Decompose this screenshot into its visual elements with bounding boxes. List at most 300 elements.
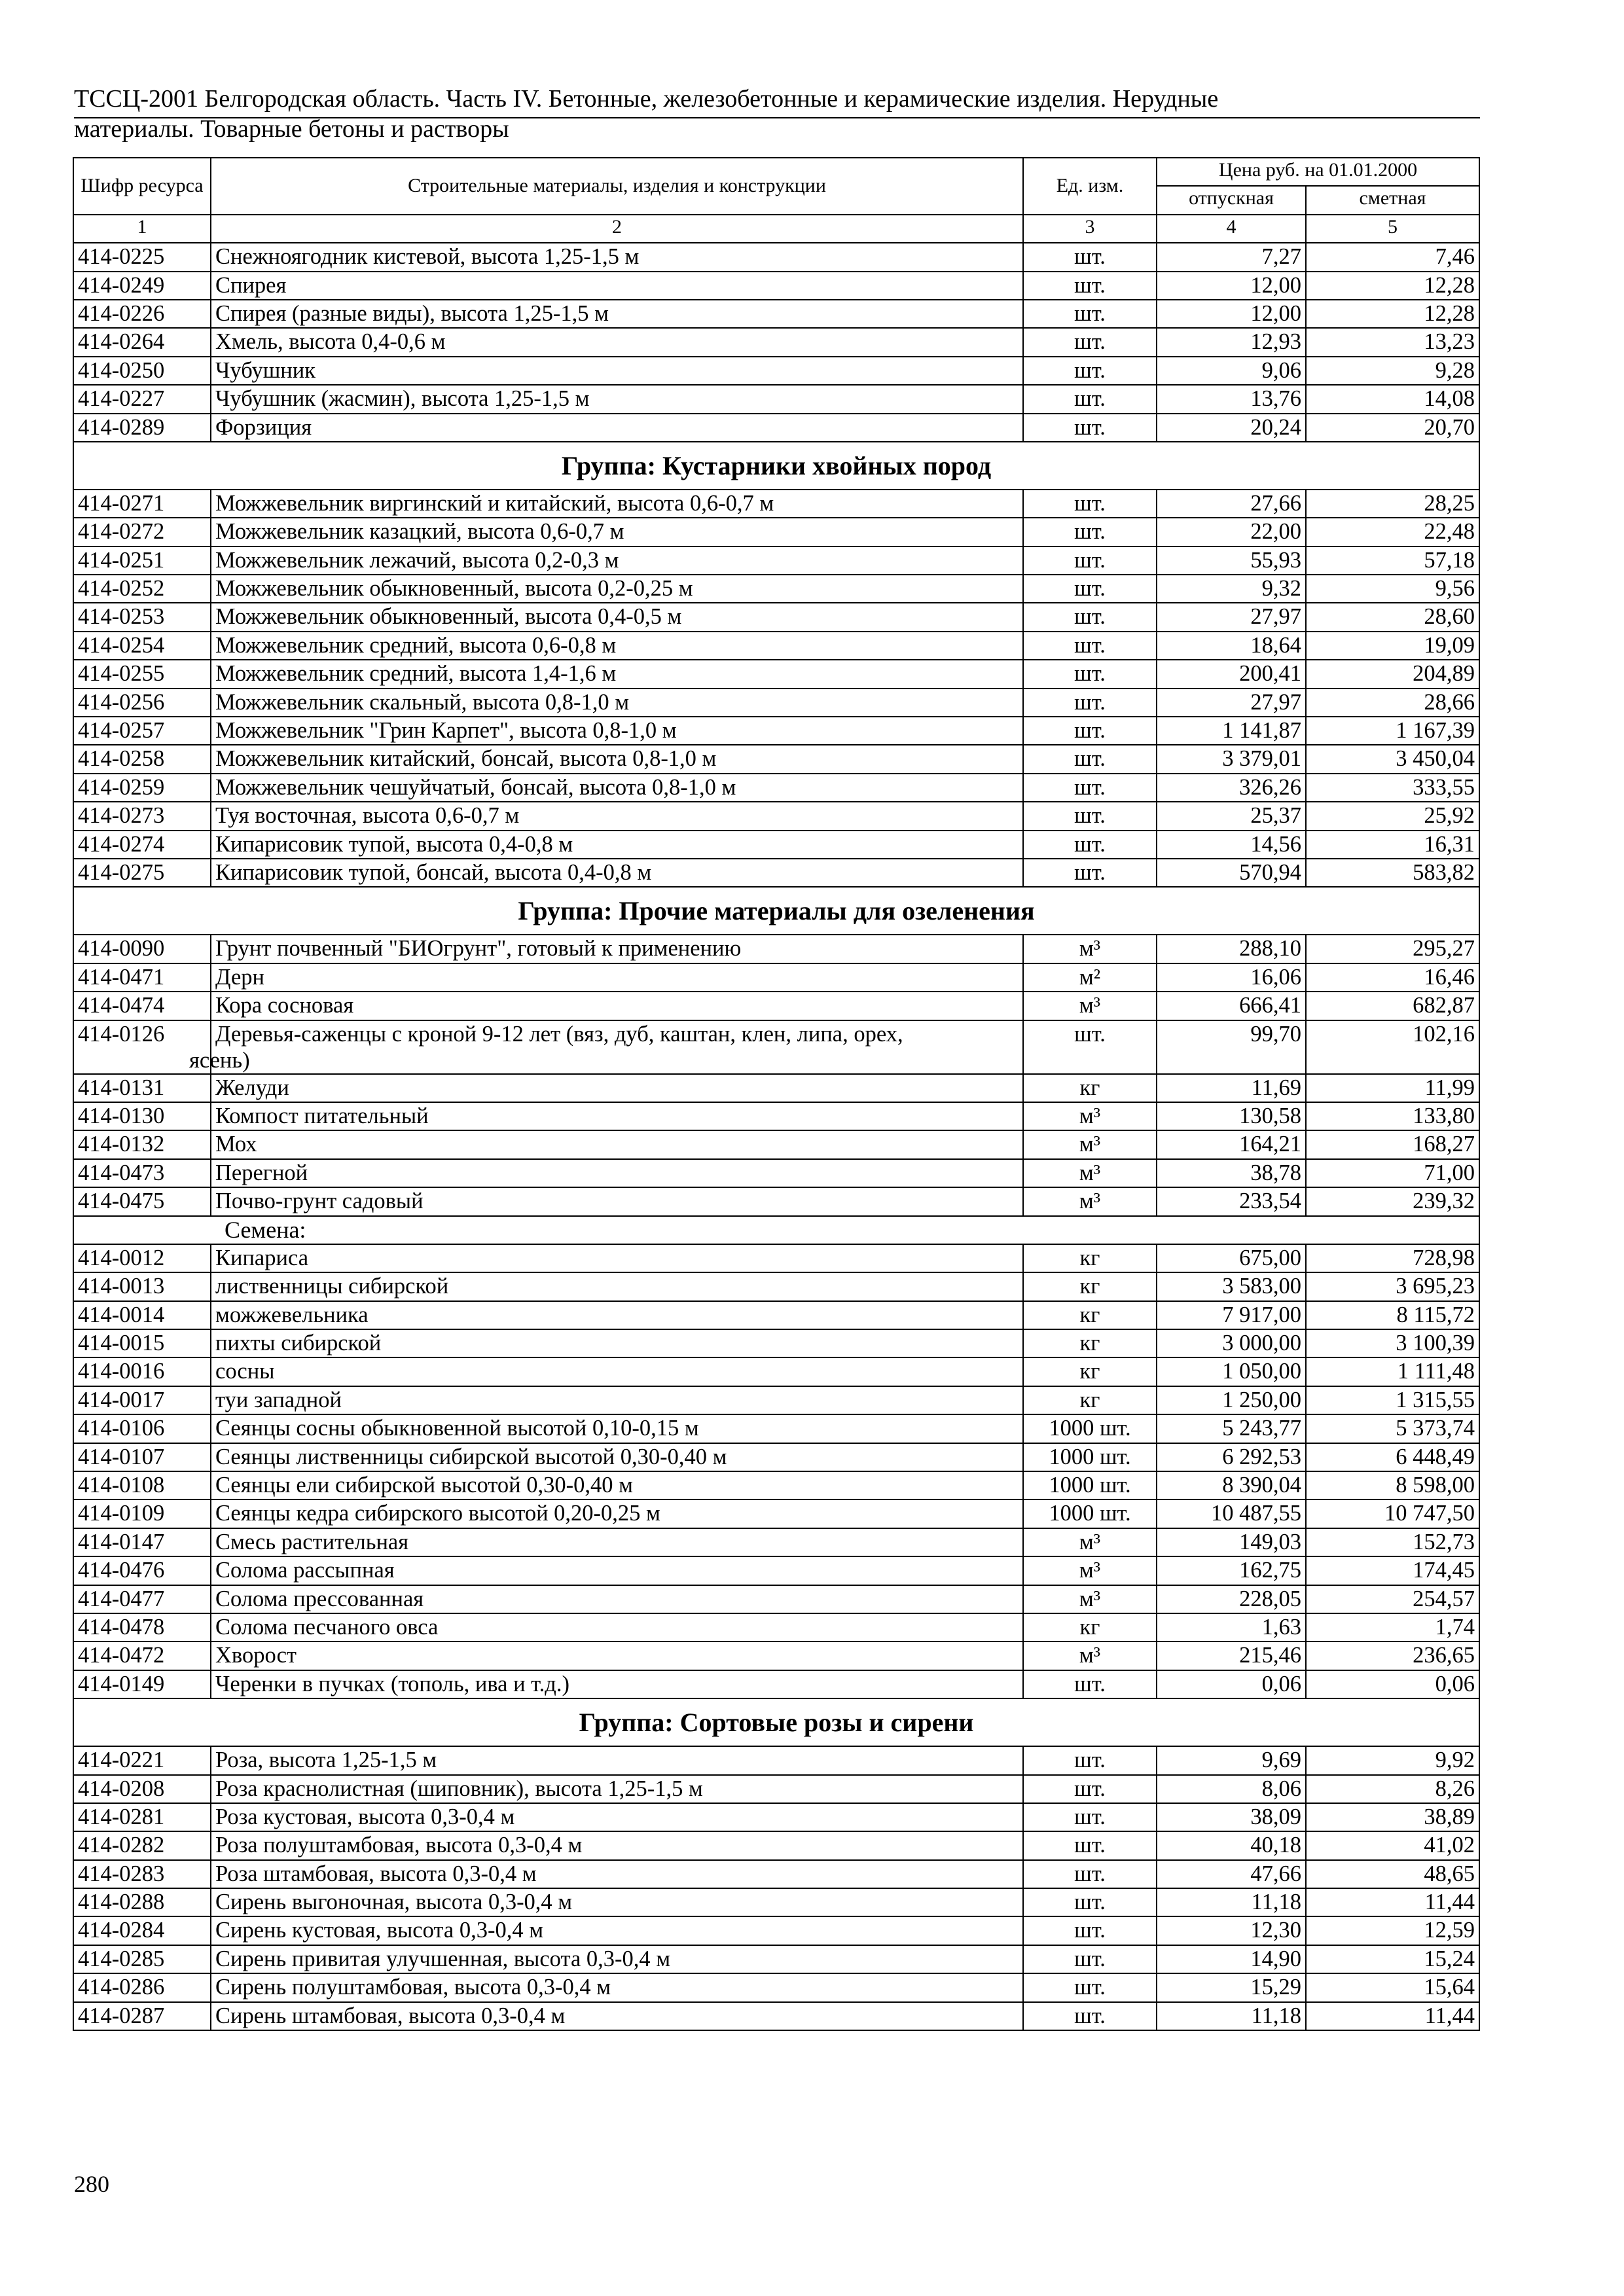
table-row (73, 1585, 1479, 1613)
col-number-1: 1 (73, 215, 211, 243)
table-row (73, 547, 1479, 575)
resource-unit: м³ (1023, 1641, 1157, 1670)
resource-code: 414-0090 (73, 935, 211, 963)
release-price: 3 379,01 (1157, 745, 1306, 773)
table-row (73, 490, 1479, 518)
resource-unit: шт. (1023, 831, 1157, 859)
table-row (73, 802, 1479, 830)
resource-unit: шт. (1023, 2002, 1157, 2030)
release-price: 3 583,00 (1157, 1272, 1306, 1300)
estimate-price: 10 747,50 (1306, 1499, 1479, 1528)
resource-name: Можжевельник обыкновенный, высота 0,2-0,25 м (211, 575, 1023, 603)
resource-name: Роза, высота 1,25-1,5 м (211, 1746, 1023, 1774)
estimate-price: 168,27 (1306, 1130, 1479, 1158)
table-row (73, 1860, 1479, 1888)
table-row (73, 243, 1479, 271)
release-price: 6 292,53 (1157, 1443, 1306, 1471)
release-price: 40,18 (1157, 1831, 1306, 1859)
estimate-price: 25,92 (1306, 802, 1479, 830)
resource-unit: шт. (1023, 632, 1157, 660)
resource-code: 414-0474 (73, 992, 211, 1020)
resource-unit: шт. (1023, 547, 1157, 575)
resource-name: Сирень кустовая, высота 0,3-0,4 м (211, 1916, 1023, 1945)
estimate-price: 28,66 (1306, 689, 1479, 717)
table-row (73, 1803, 1479, 1831)
resource-name: Кипарисовик тупой, высота 0,4-0,8 м (211, 831, 1023, 859)
estimate-price: 3 695,23 (1306, 1272, 1479, 1300)
release-price: 27,97 (1157, 603, 1306, 631)
resource-code: 414-0285 (73, 1945, 211, 1973)
estimate-price: 9,92 (1306, 1746, 1479, 1774)
table-row (73, 717, 1479, 745)
resource-unit: м³ (1023, 1187, 1157, 1215)
resource-code: 414-0284 (73, 1916, 211, 1945)
resource-unit: 1000 шт. (1023, 1499, 1157, 1528)
resource-unit: шт. (1023, 689, 1157, 717)
release-price: 666,41 (1157, 992, 1306, 1020)
header-line-1: ТССЦ-2001 Белгородская область. Часть IV. Бетонные, железобетонные и керамические изделия. Нерудные (74, 85, 1219, 113)
release-price: 10 487,55 (1157, 1499, 1306, 1528)
release-price: 0,06 (1157, 1670, 1306, 1698)
table-row (73, 1020, 1479, 1074)
resource-unit: м³ (1023, 1130, 1157, 1158)
resource-code: 414-0477 (73, 1585, 211, 1613)
table-row (73, 328, 1479, 356)
release-price: 570,94 (1157, 859, 1306, 887)
resource-name: Роза краснолистная (шиповник), высота 1,25-1,5 м (211, 1775, 1023, 1803)
resource-code: 414-0250 (73, 357, 211, 385)
estimate-price: 48,65 (1306, 1860, 1479, 1888)
table-row (73, 1443, 1479, 1471)
estimate-price: 152,73 (1306, 1528, 1479, 1556)
release-price: 228,05 (1157, 1585, 1306, 1613)
release-price: 130,58 (1157, 1102, 1306, 1130)
table-row (73, 1471, 1479, 1499)
resource-name: Грунт почвенный "БИОгрунт", готовый к применению (211, 935, 1023, 963)
table-row (73, 1102, 1479, 1130)
table-row (73, 632, 1479, 660)
release-price: 1 141,87 (1157, 717, 1306, 745)
resource-unit: шт. (1023, 414, 1157, 442)
table-row (73, 1386, 1479, 1414)
release-price: 8,06 (1157, 1775, 1306, 1803)
group-row (73, 1698, 1479, 1746)
col-price-header: Цена руб. на 01.01.2000 (1157, 158, 1479, 186)
estimate-price: 8,26 (1306, 1775, 1479, 1803)
resource-unit: кг (1023, 1272, 1157, 1300)
estimate-price: 9,56 (1306, 575, 1479, 603)
col-number-4: 4 (1157, 215, 1306, 243)
estimate-price: 174,45 (1306, 1556, 1479, 1585)
resource-unit: кг (1023, 1386, 1157, 1414)
table-row (73, 385, 1479, 413)
col-number-2: 2 (211, 215, 1023, 243)
estimate-price: 1 167,39 (1306, 717, 1479, 745)
resource-name-line-2: ясень) (189, 1047, 250, 1073)
estimate-price: 254,57 (1306, 1585, 1479, 1613)
estimate-price: 236,65 (1306, 1641, 1479, 1670)
resource-unit: кг (1023, 1357, 1157, 1386)
resource-unit: шт. (1023, 575, 1157, 603)
resource-code: 414-0264 (73, 328, 211, 356)
release-price: 9,32 (1157, 575, 1306, 603)
resource-code: 414-0130 (73, 1102, 211, 1130)
table-row (73, 963, 1479, 992)
resource-name: пихты сибирской (211, 1329, 1023, 1357)
table-row (73, 859, 1479, 887)
estimate-price: 28,25 (1306, 490, 1479, 518)
resource-name-line-1: Деревья-саженцы с кроной 9-12 лет (вяз, дуб, каштан, клен, липа, орех, (215, 1021, 903, 1047)
col-release-header: отпускная (1157, 186, 1306, 214)
table-row (73, 2002, 1479, 2030)
table-row (73, 1641, 1479, 1670)
table-row (73, 300, 1479, 328)
resource-code: 414-0282 (73, 1831, 211, 1859)
release-price: 15,29 (1157, 1973, 1306, 2001)
estimate-price: 28,60 (1306, 603, 1479, 631)
release-price: 12,00 (1157, 272, 1306, 300)
table-row (73, 1357, 1479, 1386)
estimate-price: 11,44 (1306, 2002, 1479, 2030)
estimate-price: 57,18 (1306, 547, 1479, 575)
resource-name: Сеянцы ели сибирской высотой 0,30-0,40 м (211, 1471, 1023, 1499)
resource-unit: шт. (1023, 1888, 1157, 1916)
resource-unit: шт. (1023, 1973, 1157, 2001)
resource-code: 414-0255 (73, 660, 211, 688)
release-price: 7 917,00 (1157, 1301, 1306, 1329)
release-price: 1,63 (1157, 1613, 1306, 1641)
release-price: 12,30 (1157, 1916, 1306, 1945)
resource-code: 414-0107 (73, 1443, 211, 1471)
resource-code: 414-0015 (73, 1329, 211, 1357)
release-price: 14,56 (1157, 831, 1306, 859)
estimate-price: 16,31 (1306, 831, 1479, 859)
estimate-price: 38,89 (1306, 1803, 1479, 1831)
resource-code: 414-0147 (73, 1528, 211, 1556)
resource-name: Спирея (разные виды), высота 1,25-1,5 м (211, 300, 1023, 328)
estimate-price: 20,70 (1306, 414, 1479, 442)
resource-code: 414-0471 (73, 963, 211, 992)
resource-name: Сеянцы лиственницы сибирской высотой 0,30-0,40 м (211, 1443, 1023, 1471)
resource-code: 414-0221 (73, 1746, 211, 1774)
table-row (73, 1746, 1479, 1774)
resource-code: 414-0475 (73, 1187, 211, 1215)
release-price: 1 250,00 (1157, 1386, 1306, 1414)
estimate-price: 9,28 (1306, 357, 1479, 385)
resource-unit: кг (1023, 1613, 1157, 1641)
header-line-2: материалы. Товарные бетоны и растворы (74, 115, 509, 143)
table-row (73, 1528, 1479, 1556)
resource-code: 414-0288 (73, 1888, 211, 1916)
resource-unit: шт. (1023, 1945, 1157, 1973)
table-row (73, 1613, 1479, 1641)
resource-code: 414-0257 (73, 717, 211, 745)
table-row (73, 1074, 1479, 1102)
table-row (73, 774, 1479, 802)
table-row (73, 1130, 1479, 1158)
resource-name: сосны (211, 1357, 1023, 1386)
resource-name: Можжевельник казацкий, высота 0,6-0,7 м (211, 518, 1023, 546)
estimate-price: 22,48 (1306, 518, 1479, 546)
table-body (73, 243, 1479, 2030)
release-price: 11,69 (1157, 1074, 1306, 1102)
release-price: 16,06 (1157, 963, 1306, 992)
resource-unit: м³ (1023, 935, 1157, 963)
resource-code: 414-0251 (73, 547, 211, 575)
resource-name: Можжевельник "Грин Карпет", высота 0,8-1,0 м (211, 717, 1023, 745)
estimate-price: 102,16 (1306, 1020, 1479, 1074)
group-title-conifers: Группа: Кустарники хвойных пород (73, 442, 1479, 490)
estimate-price: 0,06 (1306, 1670, 1479, 1698)
resource-name: Чубушник (жасмин), высота 1,25-1,5 м (211, 385, 1023, 413)
group-title-other-materials: Группа: Прочие материалы для озеленения (73, 887, 1479, 935)
resource-unit: кг (1023, 1329, 1157, 1357)
release-price: 38,78 (1157, 1159, 1306, 1187)
resource-code: 414-0226 (73, 300, 211, 328)
resource-name: Туя восточная, высота 0,6-0,7 м (211, 802, 1023, 830)
resource-code: 414-0252 (73, 575, 211, 603)
estimate-price: 12,28 (1306, 300, 1479, 328)
resource-code: 414-0225 (73, 243, 211, 271)
table-row (73, 992, 1479, 1020)
resource-unit: шт. (1023, 1775, 1157, 1803)
resource-unit: шт. (1023, 357, 1157, 385)
resource-unit: шт. (1023, 1860, 1157, 1888)
price-table (73, 157, 1480, 2031)
resource-name: Можжевельник лежачий, высота 0,2-0,3 м (211, 547, 1023, 575)
resource-code: 414-0106 (73, 1414, 211, 1443)
release-price: 47,66 (1157, 1860, 1306, 1888)
release-price: 13,76 (1157, 385, 1306, 413)
release-price: 8 390,04 (1157, 1471, 1306, 1499)
resource-code: 414-0227 (73, 385, 211, 413)
resource-name: Смесь растительная (211, 1528, 1023, 1556)
table-row (73, 1244, 1479, 1272)
subgroup-row (73, 1216, 1479, 1244)
resource-code: 414-0273 (73, 802, 211, 830)
release-price: 99,70 (1157, 1020, 1306, 1074)
resource-unit: м³ (1023, 1102, 1157, 1130)
resource-name: Желуди (211, 1074, 1023, 1102)
resource-unit: шт. (1023, 1670, 1157, 1698)
resource-name: туи западной (211, 1386, 1023, 1414)
resource-name: Форзиция (211, 414, 1023, 442)
release-price: 9,69 (1157, 1746, 1306, 1774)
resource-code: 414-0256 (73, 689, 211, 717)
table-row (73, 357, 1479, 385)
resource-name: Хворост (211, 1641, 1023, 1670)
resource-unit: шт. (1023, 802, 1157, 830)
resource-name: Можжевельник скальный, высота 0,8-1,0 м (211, 689, 1023, 717)
estimate-price: 239,32 (1306, 1187, 1479, 1215)
table-row (73, 575, 1479, 603)
release-price: 326,26 (1157, 774, 1306, 802)
resource-code: 414-0274 (73, 831, 211, 859)
estimate-price: 3 100,39 (1306, 1329, 1479, 1357)
table-row (73, 1187, 1479, 1215)
resource-name: Солома прессованная (211, 1585, 1023, 1613)
resource-code: 414-0286 (73, 1973, 211, 2001)
group-row (73, 887, 1479, 935)
release-price: 215,46 (1157, 1641, 1306, 1670)
table-row (73, 1831, 1479, 1859)
release-price: 5 243,77 (1157, 1414, 1306, 1443)
resource-unit: м³ (1023, 1528, 1157, 1556)
table-row (73, 1945, 1479, 1973)
col-unit-header: Ед. изм. (1023, 158, 1157, 215)
release-price: 38,09 (1157, 1803, 1306, 1831)
col-code-header: Шифр ресурса (73, 158, 211, 215)
resource-code: 414-0149 (73, 1670, 211, 1698)
table-row (73, 745, 1479, 773)
resource-unit: шт. (1023, 603, 1157, 631)
resource-code: 414-0014 (73, 1301, 211, 1329)
release-price: 14,90 (1157, 1945, 1306, 1973)
estimate-price: 682,87 (1306, 992, 1479, 1020)
resource-name: Снежноягодник кистевой, высота 1,25-1,5 м (211, 243, 1023, 271)
table-row (73, 1916, 1479, 1945)
release-price: 22,00 (1157, 518, 1306, 546)
resource-code: 414-0478 (73, 1613, 211, 1641)
resource-unit: шт. (1023, 717, 1157, 745)
table-row (73, 1414, 1479, 1443)
release-price: 162,75 (1157, 1556, 1306, 1585)
estimate-price: 1,74 (1306, 1613, 1479, 1641)
table-row (73, 1973, 1479, 2001)
release-price: 12,93 (1157, 328, 1306, 356)
resource-code: 414-0272 (73, 518, 211, 546)
col-number-3: 3 (1023, 215, 1157, 243)
resource-name: Роза кустовая, высота 0,3-0,4 м (211, 1803, 1023, 1831)
resource-name: Компост питательный (211, 1102, 1023, 1130)
resource-unit: м³ (1023, 1556, 1157, 1585)
resource-code: 414-0254 (73, 632, 211, 660)
release-price: 9,06 (1157, 357, 1306, 385)
release-price: 288,10 (1157, 935, 1306, 963)
resource-name: Сеянцы кедра сибирского высотой 0,20-0,25 м (211, 1499, 1023, 1528)
resource-unit: шт. (1023, 745, 1157, 773)
table-row (73, 1499, 1479, 1528)
resource-unit: шт. (1023, 1803, 1157, 1831)
resource-code: 414-0253 (73, 603, 211, 631)
table-row (73, 1159, 1479, 1187)
resource-unit: шт. (1023, 1831, 1157, 1859)
resource-unit: шт. (1023, 660, 1157, 688)
resource-code: 414-0108 (73, 1471, 211, 1499)
release-price: 675,00 (1157, 1244, 1306, 1272)
resource-unit: 1000 шт. (1023, 1471, 1157, 1499)
col-number-5: 5 (1306, 215, 1479, 243)
resource-name: Дерн (211, 963, 1023, 992)
resource-name: Солома песчаного овса (211, 1613, 1023, 1641)
estimate-price: 133,80 (1306, 1102, 1479, 1130)
page-number: 280 (74, 2171, 109, 2197)
header-rule (74, 117, 1480, 118)
table-row (73, 1329, 1479, 1357)
subgroup-title-seeds: Семена: (73, 1216, 1479, 1244)
estimate-price: 16,46 (1306, 963, 1479, 992)
resource-code: 414-0476 (73, 1556, 211, 1585)
estimate-price: 295,27 (1306, 935, 1479, 963)
release-price: 11,18 (1157, 1888, 1306, 1916)
resource-name: Мох (211, 1130, 1023, 1158)
release-price: 7,27 (1157, 243, 1306, 271)
resource-name: Можжевельник средний, высота 1,4-1,6 м (211, 660, 1023, 688)
resource-name: Перегной (211, 1159, 1023, 1187)
resource-code: 414-0013 (73, 1272, 211, 1300)
resource-name: Сеянцы сосны обыкновенной высотой 0,10-0,15 м (211, 1414, 1023, 1443)
resource-code: 414-0271 (73, 490, 211, 518)
page-header (74, 84, 1480, 144)
estimate-price: 5 373,74 (1306, 1414, 1479, 1443)
estimate-price: 8 115,72 (1306, 1301, 1479, 1329)
estimate-price: 1 111,48 (1306, 1357, 1479, 1386)
estimate-price: 11,44 (1306, 1888, 1479, 1916)
resource-unit: шт. (1023, 385, 1157, 413)
resource-name: можжевельника (211, 1301, 1023, 1329)
resource-unit: шт. (1023, 243, 1157, 271)
resource-code: 414-0208 (73, 1775, 211, 1803)
estimate-price: 333,55 (1306, 774, 1479, 802)
release-price: 27,97 (1157, 689, 1306, 717)
release-price: 27,66 (1157, 490, 1306, 518)
resource-code: 414-0473 (73, 1159, 211, 1187)
resource-unit: шт. (1023, 1916, 1157, 1945)
resource-name: Сирень полуштамбовая, высота 0,3-0,4 м (211, 1973, 1023, 2001)
resource-code: 414-0283 (73, 1860, 211, 1888)
resource-name: Можжевельник чешуйчатый, бонсай, высота 0,8-1,0 м (211, 774, 1023, 802)
resource-unit: 1000 шт. (1023, 1443, 1157, 1471)
estimate-price: 6 448,49 (1306, 1443, 1479, 1471)
table-row (73, 831, 1479, 859)
estimate-price: 204,89 (1306, 660, 1479, 688)
resource-unit: кг (1023, 1301, 1157, 1329)
table-row (73, 603, 1479, 631)
group-row (73, 442, 1479, 490)
table-row (73, 1888, 1479, 1916)
resource-name: Роза штамбовая, высота 0,3-0,4 м (211, 1860, 1023, 1888)
resource-code: 414-0132 (73, 1130, 211, 1158)
release-price: 20,24 (1157, 414, 1306, 442)
release-price: 12,00 (1157, 300, 1306, 328)
col-estimate-header: сметная (1306, 186, 1479, 214)
release-price: 200,41 (1157, 660, 1306, 688)
resource-unit: шт. (1023, 859, 1157, 887)
table-row (73, 414, 1479, 442)
resource-name: Можжевельник китайский, бонсай, высота 0,8-1,0 м (211, 745, 1023, 773)
resource-name: Солома рассыпная (211, 1556, 1023, 1585)
resource-unit: м³ (1023, 1585, 1157, 1613)
table-row (73, 1775, 1479, 1803)
estimate-price: 1 315,55 (1306, 1386, 1479, 1414)
estimate-price: 11,99 (1306, 1074, 1479, 1102)
resource-unit: м² (1023, 963, 1157, 992)
resource-unit: 1000 шт. (1023, 1414, 1157, 1443)
release-price: 18,64 (1157, 632, 1306, 660)
table-row (73, 1272, 1479, 1300)
resource-name: Сирень выгоночная, высота 0,3-0,4 м (211, 1888, 1023, 1916)
resource-unit: шт. (1023, 490, 1157, 518)
resource-code: 414-0289 (73, 414, 211, 442)
table-row (73, 935, 1479, 963)
release-price: 3 000,00 (1157, 1329, 1306, 1357)
resource-name: Роза полуштамбовая, высота 0,3-0,4 м (211, 1831, 1023, 1859)
table-row (73, 272, 1479, 300)
release-price: 55,93 (1157, 547, 1306, 575)
resource-unit: шт. (1023, 328, 1157, 356)
estimate-price: 3 450,04 (1306, 745, 1479, 773)
estimate-price: 12,59 (1306, 1916, 1479, 1945)
